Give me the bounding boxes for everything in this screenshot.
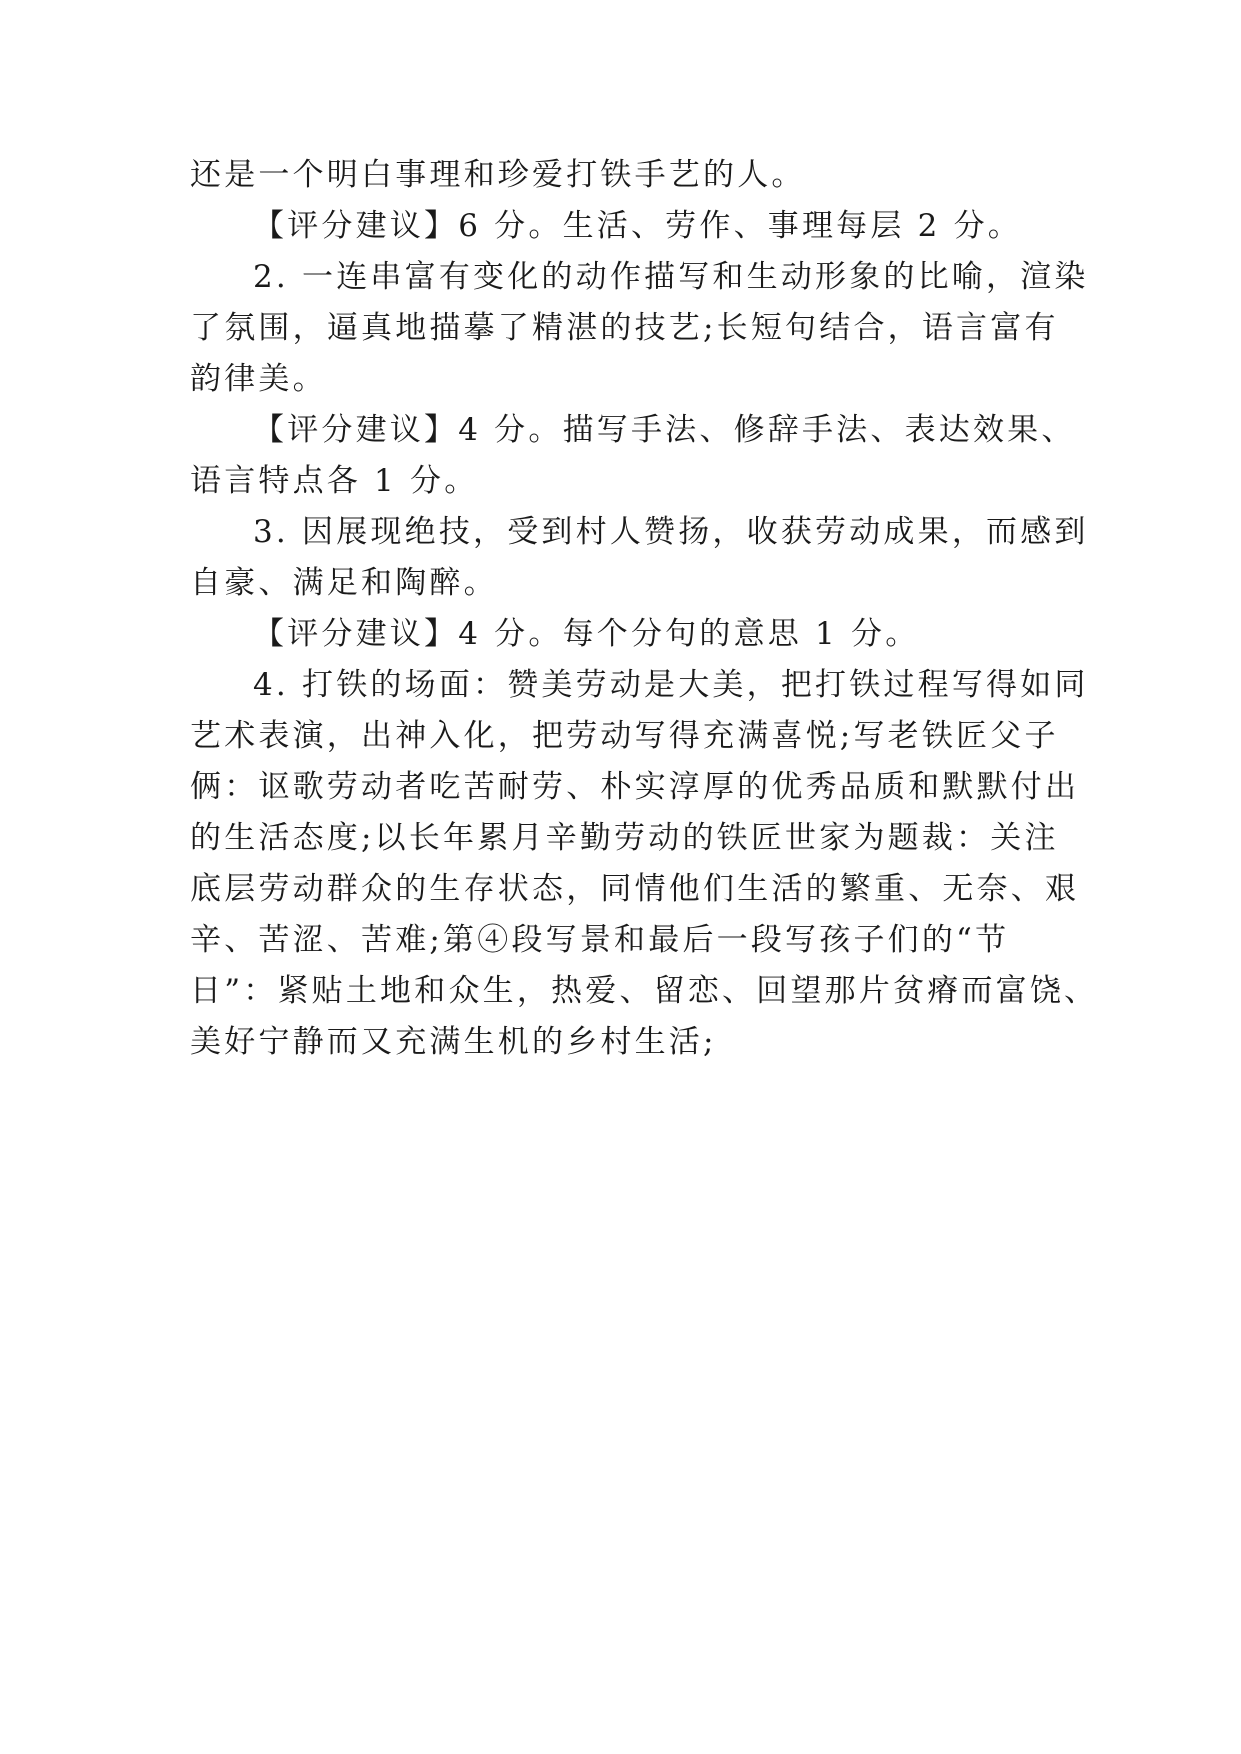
paragraph-line: 日”：紧贴土地和众生，热爱、留恋、回望那片贫瘠而富饶、 (190, 973, 1099, 1009)
paragraph-line: 辛、苦涩、苦难;第④段写景和最后一段写孩子们的“节 (190, 922, 1010, 958)
paragraph-line: 语言特点各 1 分。 (190, 463, 479, 499)
answer-2-line: 2. 一连串富有变化的动作描写和生动形象的比喻，渲染 (253, 259, 1089, 295)
paragraph-line: 底层劳动群众的生存状态，同情他们生活的繁重、无奈、艰 (190, 871, 1080, 907)
paragraph-line: 俩：讴歌劳动者吃苦耐劳、朴实淳厚的优秀品质和默默付出 (190, 769, 1080, 805)
paragraph-line: 的生活态度;以长年累月辛勤劳动的铁匠世家为题裁：关注 (190, 820, 1059, 856)
paragraph-line: 还是一个明白事理和珍爱打铁手艺的人。 (190, 157, 806, 193)
paragraph-line: 自豪、满足和陶醉。 (190, 565, 498, 601)
scoring-note-line: 【评分建议】6 分。生活、劳作、事理每层 2 分。 (253, 208, 1023, 244)
paragraph-line: 韵律美。 (190, 361, 327, 397)
paragraph-line: 了氛围，逼真地描摹了精湛的技艺;长短句结合，语言富有 (190, 310, 1059, 346)
answer-3-line: 3. 因展现绝技，受到村人赞扬，收获劳动成果，而感到 (253, 514, 1089, 550)
scoring-note-line: 【评分建议】4 分。每个分句的意思 1 分。 (253, 616, 920, 652)
scoring-note-line: 【评分建议】4 分。描写手法、修辞手法、表达效果、 (253, 412, 1076, 448)
answer-4-line: 4. 打铁的场面：赞美劳动是大美，把打铁过程写得如同 (253, 667, 1089, 703)
paragraph-line: 美好宁静而又充满生机的乡村生活; (190, 1024, 717, 1060)
paragraph-line: 艺术表演，出神入化，把劳动写得充满喜悦;写老铁匠父子 (190, 718, 1059, 754)
